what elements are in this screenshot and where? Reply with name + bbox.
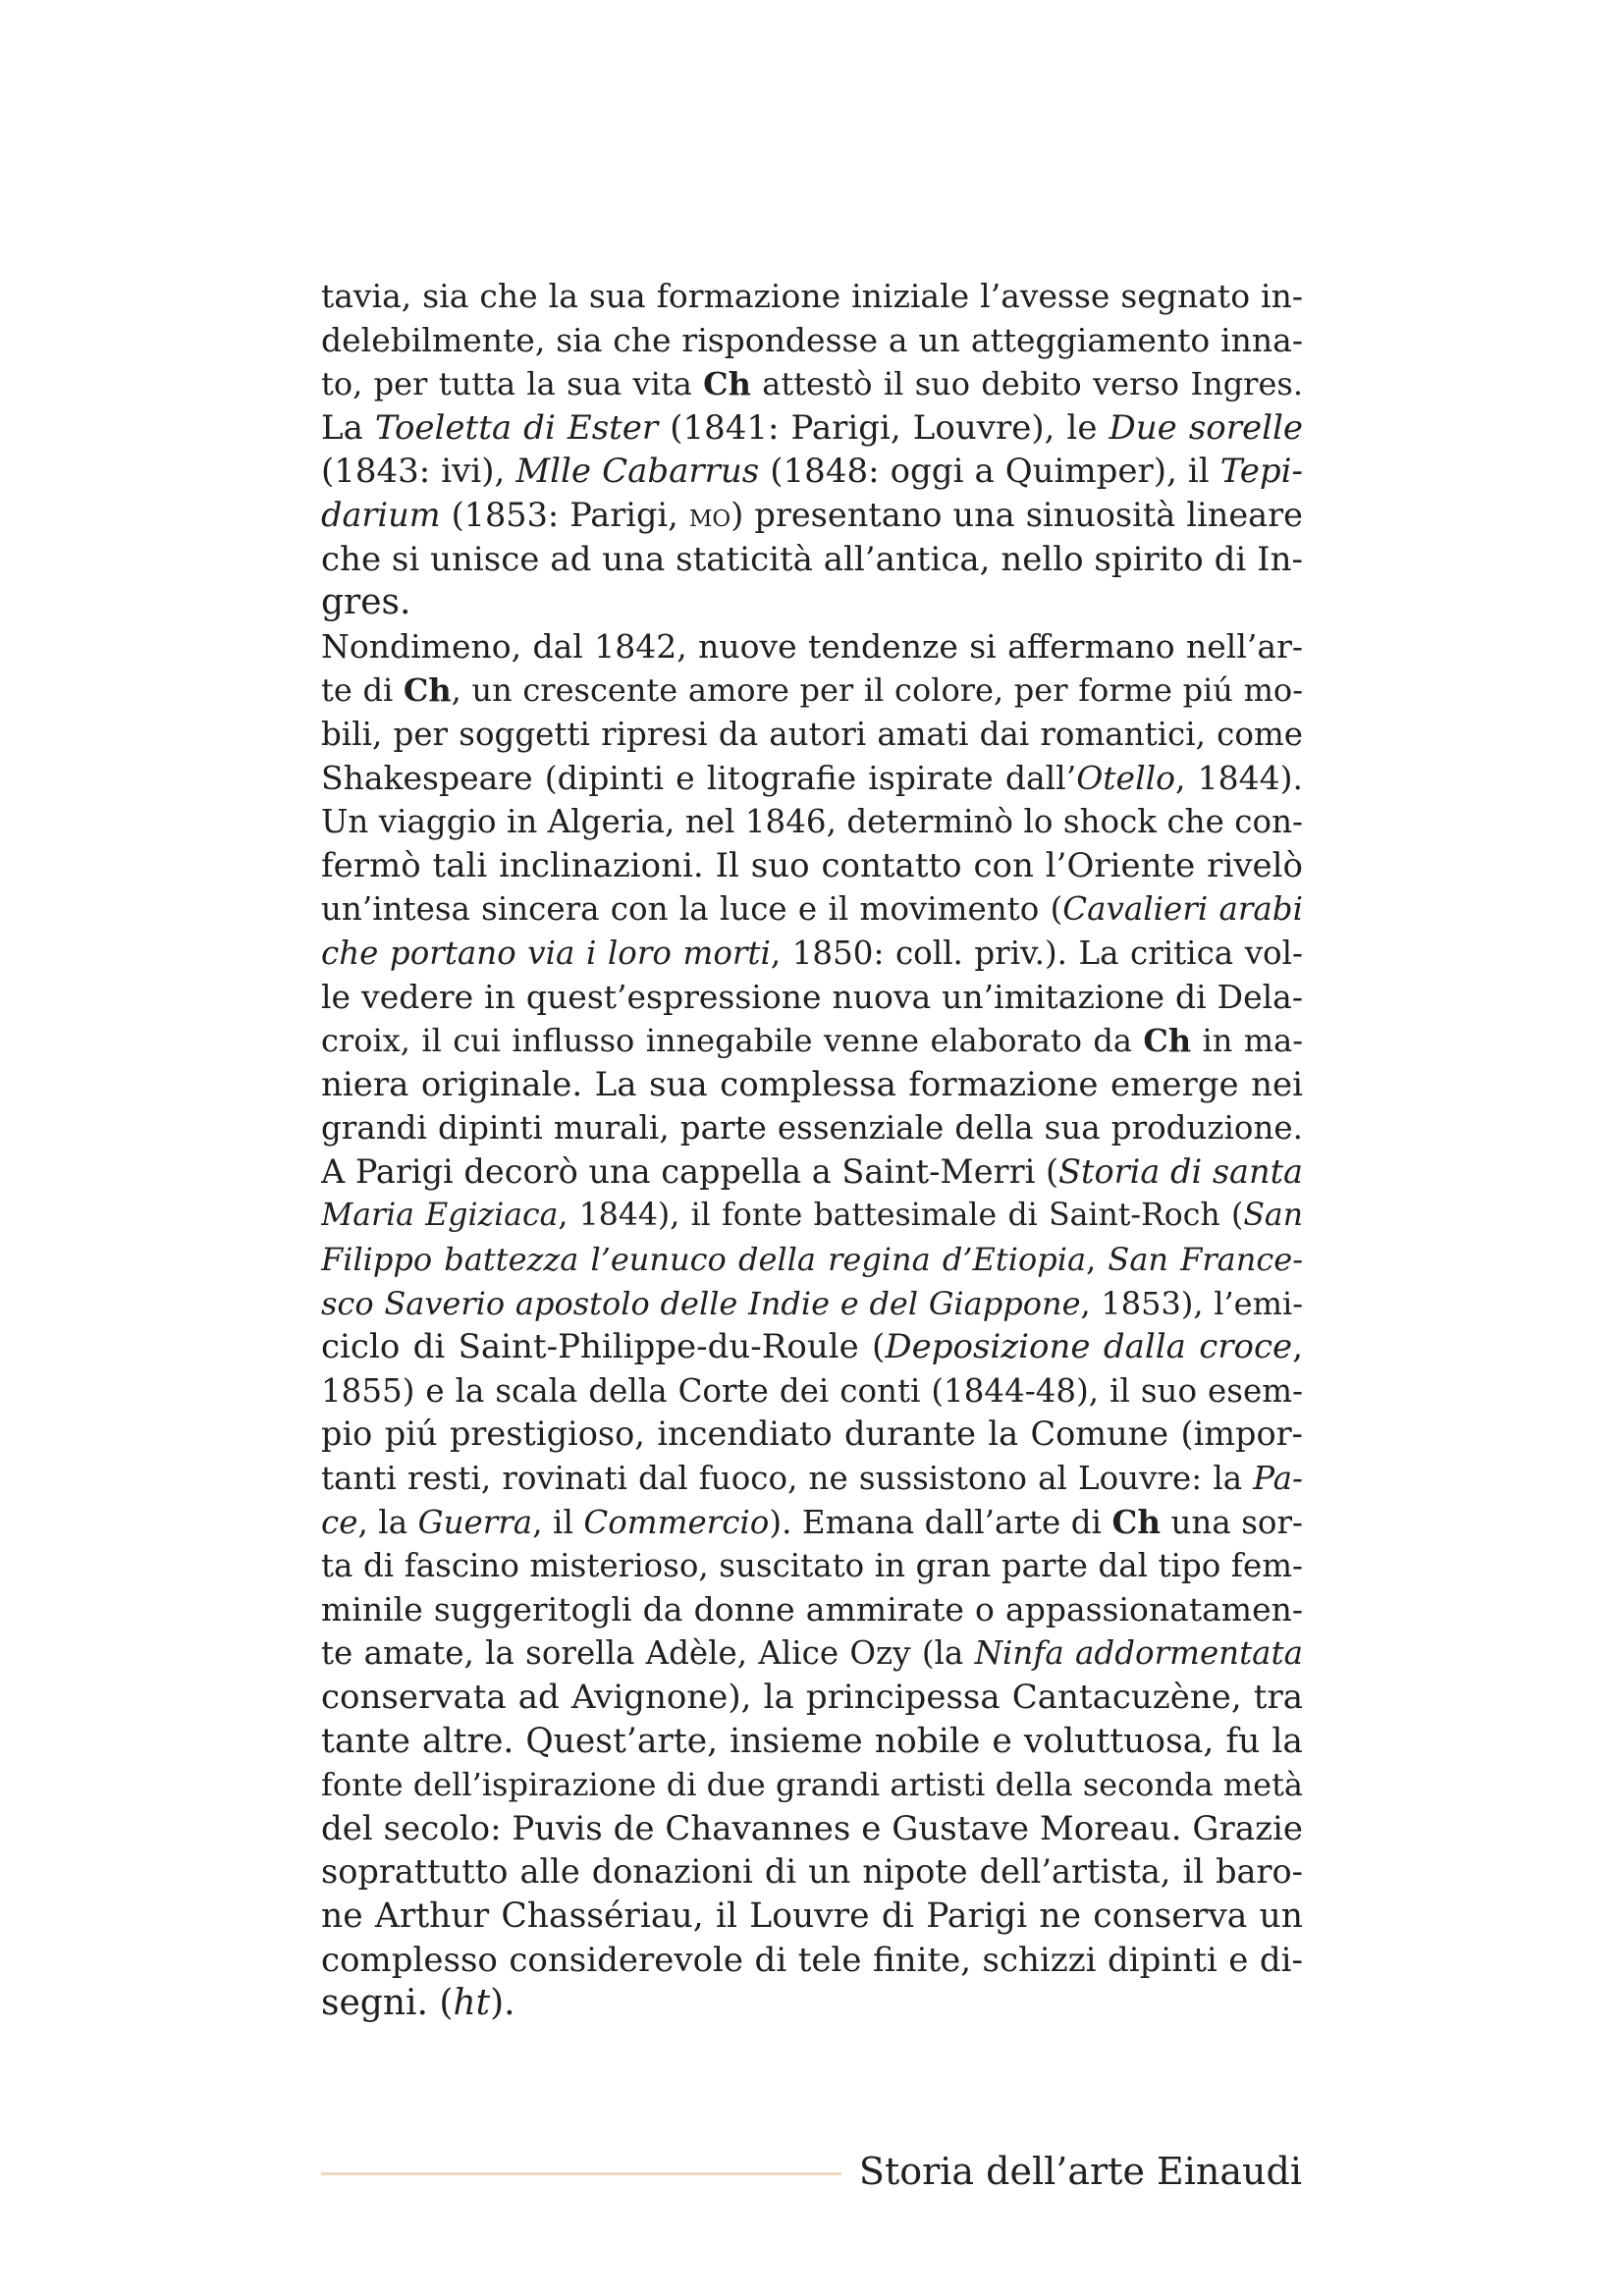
italic-title: ce xyxy=(321,1503,358,1541)
text-line xyxy=(321,1501,1303,1545)
text-line xyxy=(321,757,1303,801)
text-line xyxy=(321,1325,1303,1369)
text-segment: tavia, sia che la sua formazione iniziale l’avesse segnato in- xyxy=(321,277,1303,315)
text-line xyxy=(321,581,1303,625)
italic-title: che portano via i loro morti xyxy=(321,934,771,972)
text-line xyxy=(321,1369,1303,1414)
italic-title: Maria Egiziaca xyxy=(321,1198,559,1234)
text-line xyxy=(321,1019,1303,1063)
text-line xyxy=(321,713,1303,757)
italic-title: Tepi- xyxy=(1219,452,1303,492)
text-line xyxy=(321,887,1303,932)
text-segment: che si unisce ad una staticità all’antica, nello spirito di In- xyxy=(321,539,1303,579)
text-line xyxy=(321,1807,1303,1851)
text-line xyxy=(321,1106,1303,1150)
text-segment: , 1844), il fonte battesimale di Saint-Roch ( xyxy=(558,1198,1244,1234)
italic-title: Deposizione dalla croce xyxy=(885,1327,1293,1367)
footer-rule xyxy=(321,2172,841,2175)
text-segment: ta di fascino misterioso, suscitato in gran parte dal tipo fem- xyxy=(321,1547,1303,1585)
text-segment: Nondimeno, dal 1842, nuove tendenze si affermano nell’ar- xyxy=(321,626,1303,666)
text-line xyxy=(321,1063,1303,1107)
text-segment: (1841: Parigi, Louvre), le xyxy=(658,407,1109,448)
italic-title: ht xyxy=(453,1983,491,2024)
text-line xyxy=(321,406,1303,451)
italic-title: Storia di santa xyxy=(1058,1151,1303,1191)
text-line xyxy=(321,844,1303,888)
text-segment: gres. xyxy=(321,582,411,623)
text-line xyxy=(321,976,1303,1020)
text-line xyxy=(321,538,1303,582)
text-segment: ne Arthur Chassériau, il Louvre di Parigi ne conserva un xyxy=(321,1896,1303,1936)
text-line xyxy=(321,1413,1303,1457)
italic-title: San xyxy=(1243,1198,1303,1234)
text-segment: 1855) e la scala della Corte dei conti (1844-48), il suo esem- xyxy=(321,1371,1303,1410)
text-segment: attestò il suo debito verso Ingres. xyxy=(750,365,1303,403)
bold-abbreviation: Ch xyxy=(703,365,751,403)
text-segment: soprattutto alle donazioni di un nipote dell’artista, il baro- xyxy=(321,1852,1303,1892)
text-segment: in ma- xyxy=(1191,1022,1303,1060)
text-segment: A Parigi decorò una cappella a Saint-Merri ( xyxy=(321,1151,1059,1191)
text-segment: segni. ( xyxy=(321,1983,454,2024)
text-line xyxy=(321,450,1303,494)
text-line xyxy=(321,800,1303,844)
bold-abbreviation: Ch xyxy=(1111,1502,1161,1541)
text-line xyxy=(321,1457,1303,1501)
text-line xyxy=(321,625,1303,669)
text-line xyxy=(321,1895,1303,1939)
text-segment: , 1844). xyxy=(1175,758,1303,797)
text-segment: ). xyxy=(490,1983,515,2024)
text-segment: ). Emana dall’arte di xyxy=(769,1503,1112,1541)
article-body xyxy=(321,275,1303,2026)
text-line xyxy=(321,1763,1303,1807)
footer-title: Storia dell’arte Einaudi xyxy=(858,2150,1302,2193)
text-segment: , 1850: coll. priv.). La critica vol- xyxy=(770,934,1303,972)
text-line xyxy=(321,494,1303,538)
italic-title: Filippo battezza l’eunuco della regina d’Etiopia xyxy=(321,1241,1087,1279)
text-segment: croix, il cui influsso innegabile venne elaborato da xyxy=(321,1022,1144,1060)
text-line xyxy=(321,1194,1303,1238)
text-segment: fonte dell’ispirazione di due grandi artisti della seconda metà xyxy=(321,1766,1303,1804)
italic-title: Due sorelle xyxy=(1109,407,1303,448)
italic-title: Pa- xyxy=(1253,1460,1303,1498)
text-segment: , la xyxy=(357,1503,418,1541)
text-line xyxy=(321,1631,1303,1676)
text-line xyxy=(321,1588,1303,1632)
text-segment: niera originale. La sua complessa formazione emerge nei xyxy=(321,1064,1303,1104)
italic-title: Otello xyxy=(1076,758,1176,797)
text-segment: Shakespeare (dipinti e litografie ispirate dall’ xyxy=(321,758,1077,797)
text-line xyxy=(321,668,1303,713)
text-segment: , un crescente amore per il colore, per forme piú mo- xyxy=(451,671,1303,710)
italic-title: Toeletta di Ester xyxy=(374,407,659,448)
text-line xyxy=(321,932,1303,976)
text-line xyxy=(321,1238,1303,1282)
text-segment: tanti resti, rovinati dal fuoco, ne sussistono al Louvre: la xyxy=(321,1460,1254,1498)
text-line xyxy=(321,1982,1303,2026)
italic-title: Mlle Cabarrus xyxy=(515,452,760,492)
text-segment: una sor- xyxy=(1160,1503,1303,1541)
text-segment: ) presentano una sinuosità lineare xyxy=(730,495,1303,534)
text-segment: Un viaggio in Algeria, nel 1846, determinò lo shock che con- xyxy=(321,803,1303,841)
text-segment: te di xyxy=(321,671,404,710)
text-segment: minile suggeritogli da donne ammirate o appassionatamen- xyxy=(321,1589,1303,1629)
text-segment: le vedere in quest’espressione nuova un’imitazione di Dela- xyxy=(321,977,1303,1016)
text-segment: del secolo: Puvis de Chavannes e Gustave Moreau. Grazie xyxy=(321,1808,1303,1848)
italic-title: Cavalieri arabi xyxy=(1062,890,1303,929)
text-segment: to, per tutta la sua vita xyxy=(321,365,704,403)
text-segment: bili, per soggetti ripresi da autori amati dai romantici, come xyxy=(321,715,1303,753)
text-segment: complesso considerevole di tele finite, schizzi dipinti e di- xyxy=(321,1940,1303,1980)
text-segment: , xyxy=(1086,1241,1109,1279)
text-line xyxy=(321,1850,1303,1895)
text-line xyxy=(321,362,1303,406)
text-segment: fermò tali inclinazioni. Il suo contatto con l’Oriente rivelò xyxy=(321,845,1303,885)
italic-title: Ninfa addormentata xyxy=(974,1634,1303,1673)
text-segment: (1853: Parigi, xyxy=(440,495,689,534)
text-segment: grandi dipinti murali, parte essenziale della sua produzione. xyxy=(321,1109,1303,1148)
italic-title: Commercio xyxy=(583,1503,770,1541)
text-segment: delebilmente, sia che rispondesse a un atteggiamento inna- xyxy=(321,320,1303,359)
text-line xyxy=(321,1939,1303,1983)
text-segment: , il xyxy=(532,1503,584,1541)
text-segment: , xyxy=(1292,1327,1303,1367)
text-line xyxy=(321,1720,1303,1764)
text-line xyxy=(321,1282,1303,1326)
text-line xyxy=(321,319,1303,363)
text-segment: La xyxy=(321,407,375,448)
text-line xyxy=(321,1150,1303,1195)
text-segment: ciclo di Saint-Philippe-du-Roule ( xyxy=(321,1327,886,1367)
text-segment: (1848: oggi a Quimper), il xyxy=(759,452,1220,492)
small-caps-abbreviation: mo xyxy=(688,495,731,534)
text-segment: tante altre. Quest’arte, insieme nobile e voluttuosa, fu la xyxy=(321,1721,1303,1761)
text-segment: un’intesa sincera con la luce e il movimento ( xyxy=(321,890,1063,929)
text-segment: pio piú prestigioso, incendiato durante la Comune (impor- xyxy=(321,1415,1303,1454)
text-segment: (1843: ivi), xyxy=(321,452,516,492)
italic-title: darium xyxy=(321,495,441,534)
italic-title: San France- xyxy=(1108,1241,1303,1279)
text-line xyxy=(321,275,1303,319)
text-segment: te amate, la sorella Adèle, Alice Ozy (la xyxy=(321,1634,975,1673)
bold-abbreviation: Ch xyxy=(1143,1022,1192,1060)
italic-title: Guerra xyxy=(417,1503,533,1541)
text-line xyxy=(321,1544,1303,1588)
text-segment: , 1853), l’emi- xyxy=(1080,1284,1303,1322)
text-segment: conservata ad Avignone), la principessa Cantacuzène, tra xyxy=(321,1678,1303,1717)
text-line xyxy=(321,1676,1303,1720)
italic-title: sco Saverio apostolo delle Indie e del Giappone xyxy=(321,1284,1081,1322)
bold-abbreviation: Ch xyxy=(403,671,452,710)
